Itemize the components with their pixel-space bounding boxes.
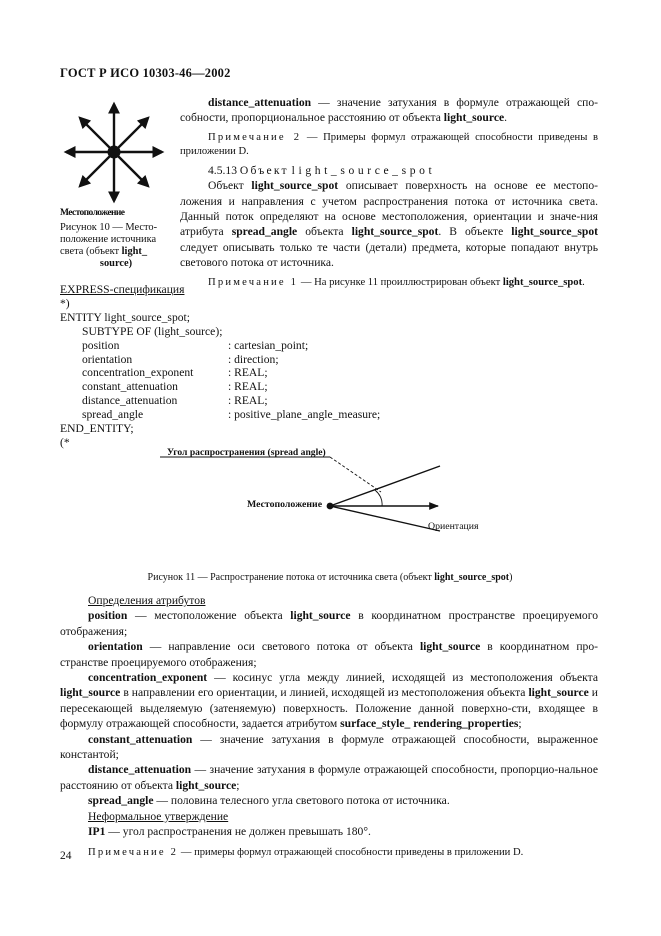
figure10-caption: Рисунок 10 — Место- положение источника света (объект light_ source) <box>60 222 158 269</box>
express-attr-row: position : cartesian_point; <box>82 338 309 352</box>
express-specification: EXPRESS-спецификация *) ENTITY light_source_spot; SUBTYPE OF (light_source); position : cartesian_point; orientation : direction; concentration_exponent : REAL; constant_attenuation : REAL; distance_attenuation : REAL; spread_angle : positive_plane_angle_measure; END_ENTITY; (* <box>60 283 480 450</box>
note-1-figure-11: Примечание 1 — На рисунке 11 проиллюстрирован объект light_source_spot. <box>208 276 585 288</box>
distance-attenuation-paragraph: distance_attenuation — значение затухания в формуле отражающей спо-собности, пропорциональное расстоянию от объекта light_source. <box>180 96 598 125</box>
spot-source-point <box>327 503 334 510</box>
section-4-5-13-heading: 4.5.13 Объект light_source_spot <box>208 163 436 177</box>
light-source-point <box>108 146 121 159</box>
attribute-definitions <box>60 593 598 860</box>
note-2-top: Примечание 2 — Примеры формул отражающей способности приведены в приложении D. <box>180 131 598 157</box>
express-entity: ENTITY light_source_spot; <box>60 310 190 324</box>
attr-constant-attenuation: constant_attenuation — значение затухания в формуле отражающей способности, выраженное константой; <box>60 732 598 762</box>
figure10-arrows-diagram <box>62 98 166 208</box>
attr-position: position — местоположение объекта light_source в координатном пространстве проецируемого отображения; <box>60 609 598 638</box>
attributes-heading: Определения атрибутов <box>88 594 206 607</box>
figure10-label: Местоположение <box>60 208 125 218</box>
position-label: Местоположение <box>247 499 323 510</box>
express-attr-row: distance_attenuation : REAL; <box>82 394 268 408</box>
figure11-caption: Рисунок 11 — Распространение потока от источника света (объект light_source_spot) <box>147 572 513 583</box>
express-attr-row: spread_angle : positive_plane_angle_measure; <box>82 408 381 422</box>
page-number: 24 <box>60 850 72 862</box>
attr-distance-attenuation: distance_attenuation — значение затухания в формуле отражающей способности, пропорцио-нальное расстоянию от объекта light_source; <box>60 763 598 792</box>
orientation-label: Ориентация <box>428 521 479 532</box>
document-header: ГОСТ Р ИСО 10303-46—2002 <box>60 66 231 80</box>
informal-heading: Неформальное утверждение <box>88 809 229 823</box>
express-attr-row: concentration_exponent : REAL; <box>82 366 268 380</box>
attr-spread-angle: spread_angle — половина телесного угла светового потока от источника. <box>88 794 450 808</box>
light-source-spot-paragraph: Объект light_source_spot описывает поверхность на основе ее местопо-ложения и направления с учетом распространения потока от источника света. Данный поток определяют на основе местоположения, ориентации и значе-ния атрибута spread_angle объекта light_source_spot. В объекте light_source_spot следует описывать только те части (детали) предмета, которые попадают внутрь светового потока от источника. <box>180 179 598 270</box>
top-text-block <box>180 95 598 290</box>
express-attr-row: orientation : direction; <box>82 352 279 366</box>
attr-orientation: orientation — направление оси светового потока от объекта light_source в координатном про-странстве проецируемого отображения; <box>60 640 598 669</box>
express-attr-row: constant_attenuation : REAL; <box>82 380 268 394</box>
informal-proposition-ip1: IP1 — угол распространения не должен превышать 180°. <box>88 825 371 839</box>
attr-concentration-exponent: concentration_exponent — косинус угла между линией, исходящей из местоположения объекта light_source в направлении его ориентации, и линией, исходящей из местоположения объекта light_source и пересекающей выделяемую (затеняемую) поверхность. Положение данной поверхно-сти, входящее в формулу отражающей способности, задается атрибутом surface_style_ rendering_properties; <box>60 671 598 731</box>
note-2-bottom: Примечание 2 — примеры формул отражающей способности приведены в приложении D. <box>88 846 524 858</box>
spread-angle-label: Угол распространения (spread angle) <box>167 447 326 458</box>
express-heading: EXPRESS-спецификация <box>60 283 185 296</box>
